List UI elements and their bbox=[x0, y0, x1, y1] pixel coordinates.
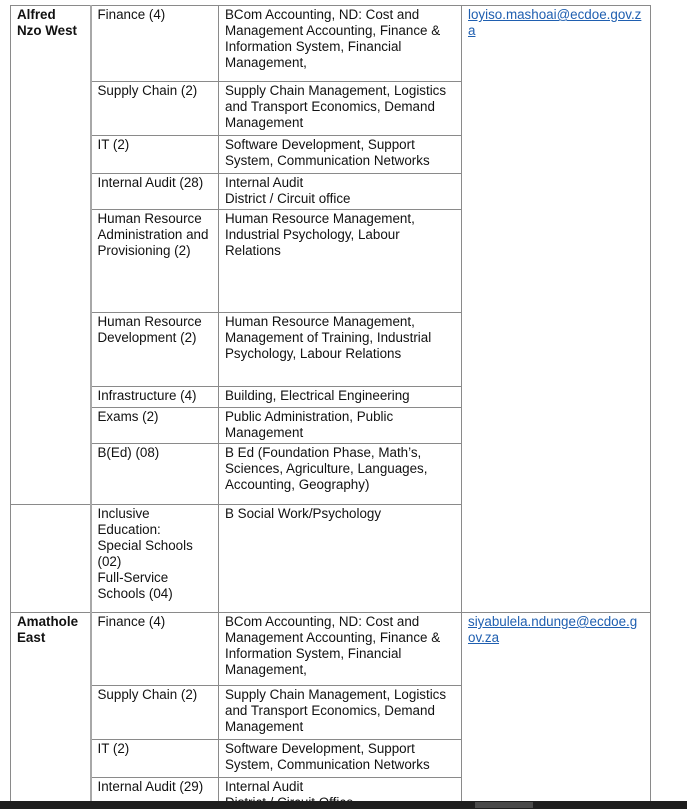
region-cell: Alfred Nzo West bbox=[11, 6, 91, 505]
post-line: Inclusive Education: bbox=[97, 506, 161, 537]
post-cell: Finance (4) bbox=[91, 6, 219, 82]
scrollbar-thumb[interactable] bbox=[475, 802, 533, 808]
qualification-line: Internal Audit bbox=[225, 779, 304, 794]
post-line: Special Schools (02) bbox=[97, 538, 193, 569]
qualifications-cell bbox=[219, 174, 462, 210]
table-row bbox=[11, 613, 651, 686]
qualifications-cell: BCom Accounting, ND: Cost and Management Accounting, Finance & Information System, Financial Management, bbox=[219, 613, 462, 686]
post-line: Full-Service Schools (04) bbox=[97, 570, 173, 601]
qualifications-cell: B Social Work/Psychology bbox=[219, 505, 462, 613]
post-cell: Human Resource Administration and Provisioning (2) bbox=[91, 210, 219, 313]
qualification-line: District / Circuit office bbox=[225, 191, 351, 206]
qualifications-cell: Human Resource Management, Management of Training, Industrial Psychology, Labour Relations bbox=[219, 313, 462, 387]
post-cell bbox=[91, 505, 219, 613]
post-cell: Internal Audit (28) bbox=[91, 174, 219, 210]
email-link[interactable]: loyiso.mashoai@ecdoe.gov.za bbox=[468, 7, 642, 38]
qualifications-cell: Supply Chain Management, Logistics and Transport Economics, Demand Management bbox=[219, 686, 462, 740]
qualifications-cell: Software Development, Support System, Communication Networks bbox=[219, 136, 462, 174]
horizontal-scrollbar[interactable] bbox=[0, 801, 687, 809]
post-cell: B(Ed) (08) bbox=[91, 444, 219, 505]
post-cell: Human Resource Development (2) bbox=[91, 313, 219, 387]
qualifications-cell: Public Administration, Public Management bbox=[219, 408, 462, 444]
post-cell: Internal Audit (29) bbox=[91, 778, 219, 809]
table-row bbox=[11, 6, 651, 82]
qualifications-cell: BCom Accounting, ND: Cost and Management Accounting, Finance & Information System, Financial Management, bbox=[219, 6, 462, 82]
post-cell: Exams (2) bbox=[91, 408, 219, 444]
qualifications-cell: Software Development, Support System, Communication Networks bbox=[219, 740, 462, 778]
region-cell: Amathole East bbox=[11, 613, 91, 809]
vacancy-table bbox=[10, 5, 651, 809]
email-link[interactable]: siyabulela.ndunge@ecdoe.gov.za bbox=[468, 614, 638, 645]
post-cell: IT (2) bbox=[91, 136, 219, 174]
qualifications-cell: Supply Chain Management, Logistics and Transport Economics, Demand Management bbox=[219, 82, 462, 136]
post-cell: Supply Chain (2) bbox=[91, 686, 219, 740]
region-cell bbox=[11, 505, 91, 613]
post-cell: IT (2) bbox=[91, 740, 219, 778]
post-cell: Finance (4) bbox=[91, 613, 219, 686]
qualifications-cell: Human Resource Management, Industrial Psychology, Labour Relations bbox=[219, 210, 462, 313]
contact-email-cell bbox=[462, 6, 651, 613]
qualification-line: Internal Audit bbox=[225, 175, 304, 190]
contact-email-cell bbox=[462, 613, 651, 809]
qualifications-cell: B Ed (Foundation Phase, Math’s, Sciences, Agriculture, Languages, Accounting, Geography) bbox=[219, 444, 462, 505]
qualifications-cell: Building, Electrical Engineering bbox=[219, 387, 462, 408]
post-cell: Supply Chain (2) bbox=[91, 82, 219, 136]
post-cell: Infrastructure (4) bbox=[91, 387, 219, 408]
